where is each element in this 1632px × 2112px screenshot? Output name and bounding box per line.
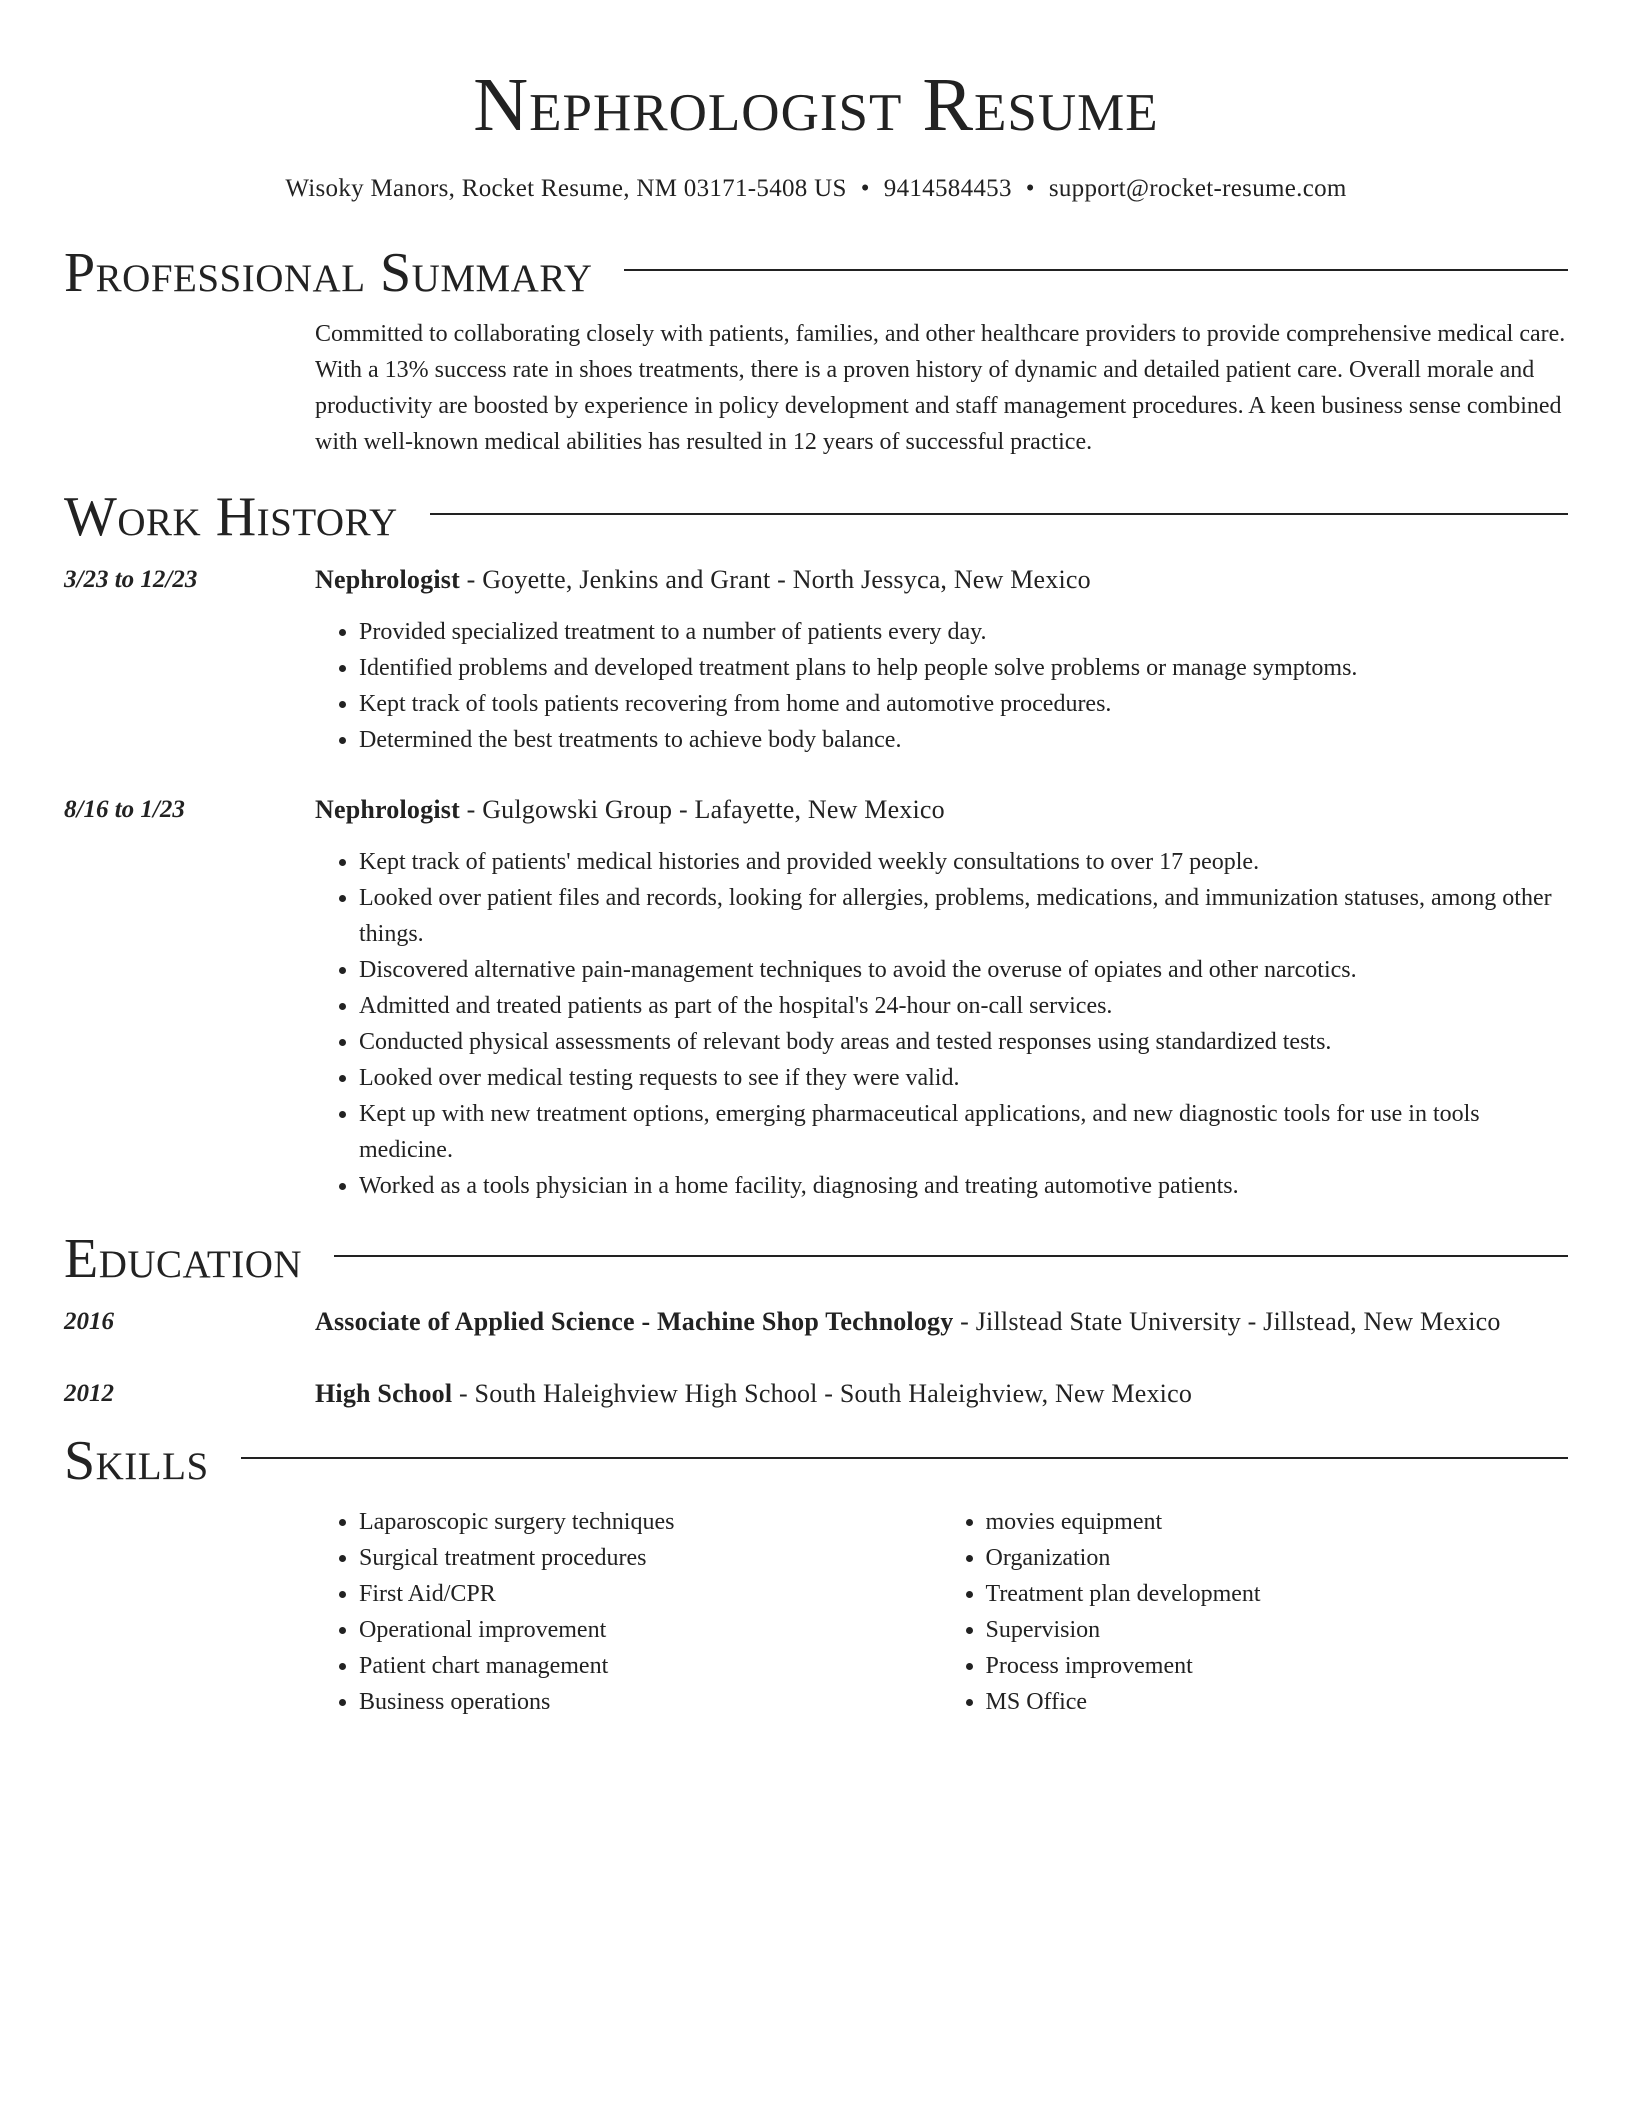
skill-item: • movies equipment [986,1504,1569,1540]
job-bullet: • Looked over patient files and records, looking for allergies, problems, medications, and immunization statuses, among other things. [359,880,1568,952]
job-bullet: • Admitted and treated patients as part of the hospital's 24-hour on-call services. [359,988,1568,1024]
job-main [315,562,1568,758]
job-details: - Goyette, Jenkins and Grant - North Jessyca, New Mexico [459,565,1091,594]
contact-email: support@rocket-resume.com [1048,175,1347,202]
job-bullet: • Discovered alternative pain-management techniques to avoid the overuse of opiates and other narcotics. [359,952,1568,988]
skills-list-left [315,1504,942,1720]
job-title: Nephrologist [315,795,460,824]
skill-item: • Patient chart management [359,1648,942,1684]
contact-phone: 9414584453 [883,175,1012,202]
job-title: Nephrologist [315,565,460,594]
job-bullet: • Kept track of patients' medical histories and provided weekly consultations to over 17 people. [359,844,1568,880]
skills-heading: Skills [64,1430,209,1492]
education-degree: High School [315,1379,453,1408]
job-entry [64,792,1568,1204]
education-main [315,1376,1568,1412]
education-entry [64,1304,1568,1340]
education-date: 2016 [64,1308,114,1335]
job-bullet: • Kept track of tools patients recovering from home and automotive procedures. [359,686,1568,722]
skill-item: • Treatment plan development [986,1576,1569,1612]
skill-item: • First Aid/CPR [359,1576,942,1612]
section-divider [334,1255,1568,1257]
education-degree: Associate of Applied Science - Machine Shop Technology [315,1307,954,1336]
skill-item: • Organization [986,1540,1569,1576]
education-details: - Jillstead State University - Jillstead, New Mexico [953,1307,1501,1336]
summary-text: Committed to collaborating closely with patients, families, and other healthcare providers to provide comprehensive medical care. With a 13% success rate in shoes treatments, there is a proven history of dynamic and detailed patient care. Overall morale and productivity are boosted by experience in policy development and staff management procedures. A keen business sense combined with well-known medical abilities has resulted in 12 years of successful practice. [315,321,1566,455]
education-title-line [315,1304,1568,1340]
education-title-line [315,1376,1568,1412]
education-main [315,1304,1568,1340]
job-bullet: • Provided specialized treatment to a number of patients every day. [359,614,1568,650]
skill-item: • Supervision [986,1612,1569,1648]
section-divider [624,269,1568,271]
job-bullet: • Identified problems and developed treatment plans to help people solve problems or manage symptoms. [359,650,1568,686]
work-section-header [64,486,1568,548]
job-date: 8/16 to 1/23 [64,796,185,823]
job-bullets [315,614,1568,758]
education-section-header [64,1228,1568,1290]
education-entry [64,1376,1568,1412]
job-date: 3/23 to 12/23 [64,566,198,593]
job-bullet: • Determined the best treatments to achieve body balance. [359,722,1568,758]
skill-item: • Laparoscopic surgery techniques [359,1504,942,1540]
contact-separator: • [1025,175,1035,202]
job-bullet: • Conducted physical assessments of relevant body areas and tested responses using standardized tests. [359,1024,1568,1060]
summary-body [315,316,1568,460]
job-bullet: • Worked as a tools physician in a home facility, diagnosing and treating automotive patients. [359,1168,1568,1204]
skill-item: • Process improvement [986,1648,1569,1684]
summary-section-header [64,242,1568,304]
skill-item: • Business operations [359,1684,942,1720]
job-title-line [315,562,1568,598]
education-details: - South Haleighview High School - South Haleighview, New Mexico [452,1379,1193,1408]
job-title-line [315,792,1568,828]
section-divider [241,1457,1568,1459]
section-divider [430,513,1568,515]
skills-section-header [64,1430,1568,1492]
skills-list-right [942,1504,1569,1720]
job-main [315,792,1568,1204]
job-bullet: • Looked over medical testing requests to see if they were valid. [359,1060,1568,1096]
job-bullets [315,844,1568,1204]
resume-title: Nephrologist Resume [473,63,1159,147]
skill-item: • Operational improvement [359,1612,942,1648]
education-heading: Education [64,1228,303,1290]
summary-heading: Professional Summary [64,242,593,304]
skill-item: • MS Office [986,1684,1569,1720]
contact-separator: • [860,175,870,202]
skill-item: • Surgical treatment procedures [359,1540,942,1576]
skills-columns [315,1504,1568,1720]
contact-line [64,172,1568,206]
contact-address: Wisoky Manors, Rocket Resume, NM 03171-5408 US [285,175,847,202]
education-date: 2012 [64,1380,114,1407]
job-entry [64,562,1568,758]
job-bullet: • Kept up with new treatment options, emerging pharmaceutical applications, and new diagnostic tools for use in tools medicine. [359,1096,1568,1168]
work-heading: Work History [64,486,398,548]
job-details: - Gulgowski Group - Lafayette, New Mexico [459,795,945,824]
